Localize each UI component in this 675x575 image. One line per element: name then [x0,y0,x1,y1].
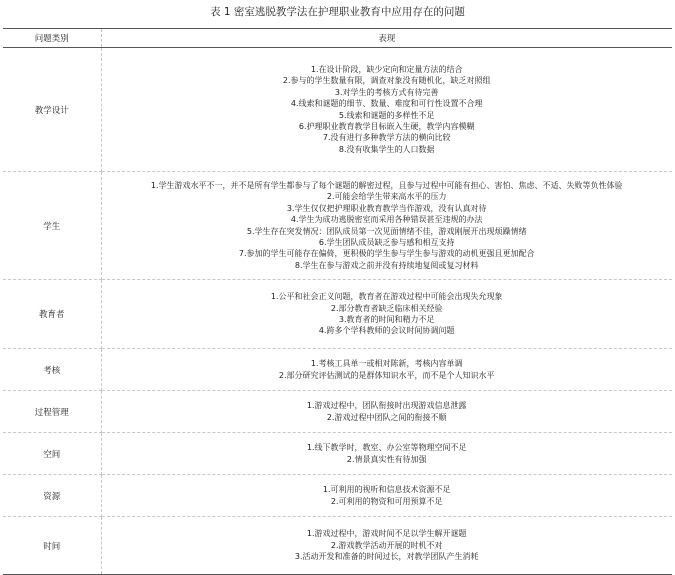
row-items [101,280,672,349]
item-line: 1.可利用的视听和信息技术资源不足 [322,485,451,495]
table-row [3,433,672,475]
item-line: 5.学生存在突发情况：团队成员第一次见面情绪不佳，游戏刚展开出现烦躁情绪 [246,226,527,236]
row-items [101,433,672,475]
header-manifestation: 表现 [101,29,672,48]
item-line: 3.教育者的时间和精力不足 [338,315,435,324]
item-line: 7.没有进行多种教学方法的横向比较 [322,133,451,143]
table-row [3,391,672,433]
row-items [101,349,672,391]
problems-table [3,28,672,575]
item-line: 1.在设计阶段，缺少定向和定量方法的结合 [310,64,463,74]
table-row [3,349,672,391]
item-line: 2.部分教育者缺乏临床相关经验 [330,303,443,313]
item-line: 5.线索和谜题的多样性不足 [338,110,435,120]
row-items [101,48,672,172]
row-category: 空间 [3,433,101,475]
row-items [101,517,672,575]
item-line: 1.公平和社会正义问题，教育者在游戏过程中可能会出现失允现象 [270,292,503,302]
table-row [3,280,672,349]
item-line: 1.学生游戏水平不一，并不是所有学生都参与了每个谜题的解密过程，且参与过程中可能有担心、害怕、焦虑、不适、失败等负性体验 [150,180,623,190]
item-line: 2.可利用的物资和可用预算不足 [330,496,443,506]
item-line: 2.情景真实性有待加强 [346,454,427,464]
row-category: 资源 [3,475,101,517]
row-category: 学生 [3,172,101,280]
item-line: 2.参与的学生数量有限，调查对象没有随机化，缺乏对照组 [282,76,491,86]
item-line: 3.活动开发和准备的时间过长，对教学团队产生消耗 [294,552,479,562]
item-line: 8.没有收集学生的人口数据 [338,144,435,154]
table-caption: 表 1 密室逃脱教学法在护理职业教育中应用存在的问题 [210,6,465,18]
item-line: 6.护理职业教育教学目标嵌入生硬，教学内容模糊 [298,121,475,131]
item-line: 1.游戏过程中，游戏时间不足以学生解开谜题 [306,529,467,539]
item-line: 2.游戏过程中团队之间的衔接不顺 [326,412,447,422]
item-line: 1.考核工具单一或相对陈新，考核内容单调 [310,359,463,369]
item-line: 1.游戏过程中，团队衔接时出现游戏信息泄露 [306,401,467,411]
table-header-row [3,29,672,48]
item-line: 4.跨多个学科教师的会议时间协调问题 [318,326,455,336]
item-line: 3.学生仅仅把护理职业教育教学当作游戏，没有认真对待 [286,203,487,213]
item-line: 8.学生在参与游戏之前并没有持续地复阅或复习材料 [294,260,479,270]
table-row [3,475,672,517]
table-row [3,172,672,280]
item-line: 1.线下教学时，教室、办公室等物理空间不足 [306,443,467,453]
row-category: 教育者 [3,280,101,349]
row-items [101,475,672,517]
item-line: 4.学生为成功逃脱密室而采用各种错误甚至违规的办法 [290,215,483,225]
table-row [3,48,672,172]
item-line: 4.线索和谜题的细节、数量、难度和可行性设置不合理 [290,99,483,109]
row-category: 考核 [3,349,101,391]
item-line: 7.参加的学生可能存在偏倚，更积极的学生参与学生参与游戏的动机更强且更加配合 [238,249,535,259]
item-line: 2.部分研究评估测试的是群体知识水平，而不是个人知识水平 [278,370,495,380]
item-line: 2.可能会给学生带来高水平的压力 [326,192,447,202]
item-line: 3.对学生的考核方式有待完善 [334,87,439,97]
header-category: 问题类别 [3,29,101,48]
item-line: 6.学生团队成员缺乏参与感和相互支持 [318,237,455,247]
row-items [101,391,672,433]
item-line: 2.游戏教学活动开展的时机不对 [330,540,443,550]
row-category: 时间 [3,517,101,575]
table-row [3,517,672,575]
row-category: 过程管理 [3,391,101,433]
row-category: 教学设计 [3,48,101,172]
row-items [101,172,672,280]
